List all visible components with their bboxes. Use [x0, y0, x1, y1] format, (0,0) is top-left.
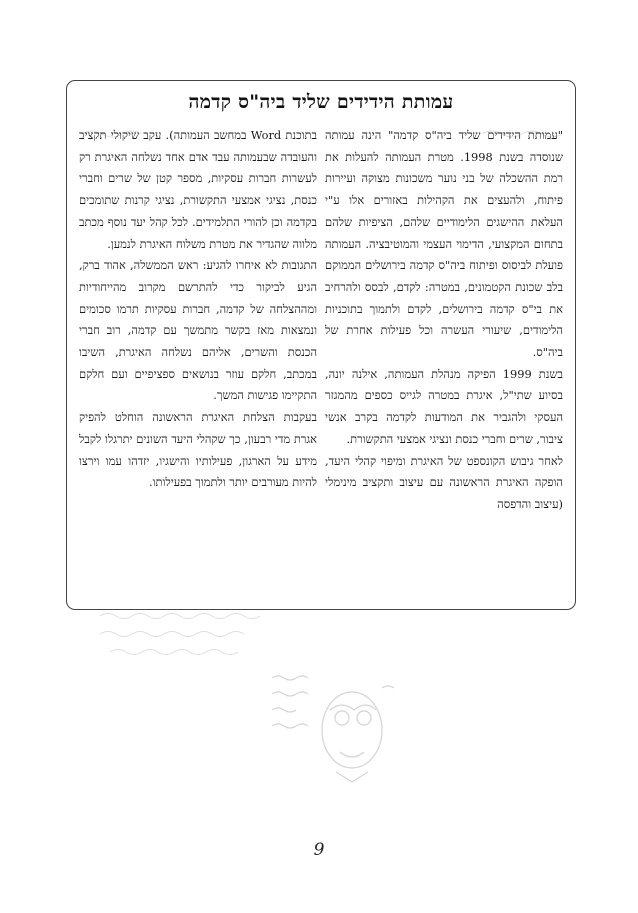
- paragraph: התגובות לא איחרו להגיע: ראש הממשלה, אהוד ברק, הגיע לביקור כדי להתרשם מקרוב מהייחודיות ומההצלחה של קדמה, חברות עסקיות תרמו סכומים ונמצאות מאז בקשר מתמשך עם קדמה, רוב חברי הכנסת והשרים, אליהם נשלחה האיגרת, השיבו במכתב, חלקם עוזר בנושאים ספציפיים ועם חלקם התקיימו פגישות המשך.: [79, 258, 317, 403]
- bleed-through-scribble-bottom: [80, 606, 300, 666]
- paragraph: בתוכנת Word במחשב העמותה). עקב שיקולי תקציב והעובדה שבעמותה עבד אדם אחד נשלחה האיגרת רק לעשרות חברות עסקיות, מספר קטן של שרים וחברי כנסת, נציגי אמצעי התקשורת, נציגי קרנות שתומכים בקדמה וכן להורי התלמידים. לכל קהל יעד נוסף מכתב מלווה שהגדיר את מטרת משלוח האיגרת לנמען.: [79, 128, 317, 251]
- paragraph: בעקבות הצלחת האיגרת הראשונה הוחלט להפיק אגרת מדי רבעון, כך שקהלי היעד השונים יתרגלו לקבל מידע על הארגון, פעילותיו והישגיו, יזדהו עמו וירצו להיות מעורבים יותר ולתמוך בפעילותו.: [79, 410, 317, 490]
- article-title: עמותת הידידים שליד ביה"ס קדמה: [188, 91, 454, 113]
- page-number: 9: [313, 840, 325, 860]
- bleed-through-sketch: [232, 668, 404, 796]
- article-box: [66, 80, 576, 610]
- faint-caricature-drawing: [232, 668, 404, 796]
- paragraph: לאחר גיבוש הקונספט של האיגרת ומיפוי קהלי היעד, הופקה האיגרת הראשונה עם עיצוב ותקציב מינימלי (עיצוב והדפסה: [325, 453, 563, 511]
- text-column-right: [325, 125, 563, 516]
- text-column-left: [79, 125, 317, 494]
- paragraph: "עמותת הידידים שליד ביה"ס קדמה" הינה עמותה שנוסדה בשנת 1998. מטרת העמותה להעלות את רמת ההשכלה של בני נוער משכונות מצוקה ועיירות פיתוח, ולהעצים את הקהילות באזורים אלו ע"י העלאת ההישגים הלימודיים שלהם, הציפיות שלהם בתחום המקצועי, הדימוי העצמי והמוטיבציה. העמותה פועלת לביסוס ופיתוח ביה"ס קדמה בירושלים הממוקם בלב שכונת הקטמונים, במטרה: לקדם, לבסס ולהרחיב את בי"ס קדמה בירושלים, לקדם ולתמוך בתוכניות הלימודים, שיעורי העשרה וכל פעילות אחרת של ביה"ס.: [325, 128, 563, 360]
- paragraph: בשנת 1999 הפיקה מנהלת העמותה, אילנה יונה, בסיוע שתי"ל, איגרת במטרה לגייס כספים מהמגזר העסקי ולהגביר את המודעות לקדמה בקרב אנשי ציבור, שרים וחברי כנסת ונציגי אמצעי התקשורת.: [325, 366, 563, 446]
- bleed-through-bottom: [80, 606, 300, 666]
